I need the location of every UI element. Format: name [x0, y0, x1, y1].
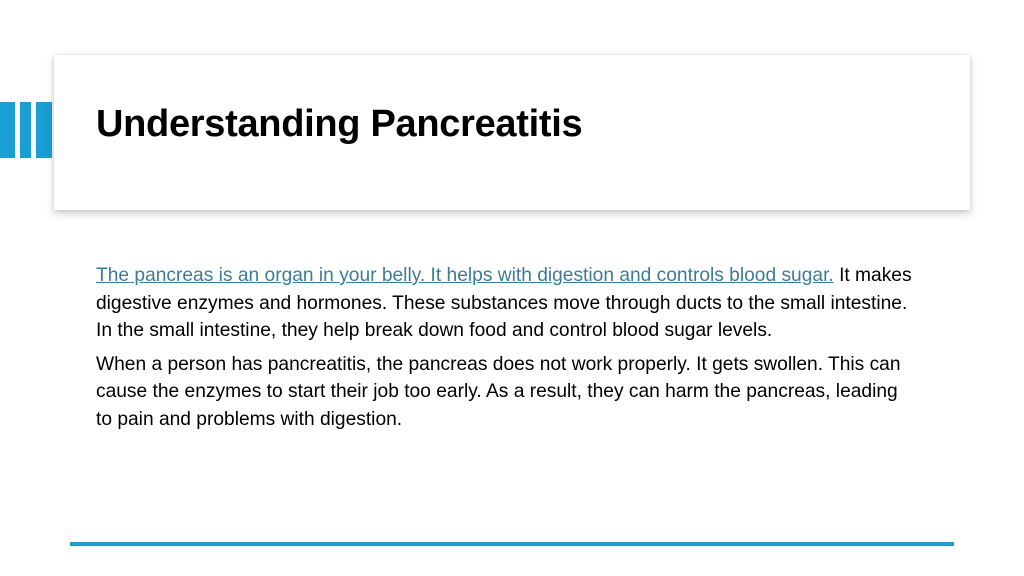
accent-bar-right	[36, 102, 52, 158]
slide-title: Understanding Pancreatitis	[96, 103, 583, 145]
slide-body	[96, 262, 916, 439]
paragraph-pancreas	[96, 262, 916, 345]
title-card	[54, 55, 970, 210]
accent-bar-left	[0, 102, 15, 158]
paragraph-pancreas-text: It makes digestive enzymes and hormones. These substances move through ducts to the small intestine. In the small intestine, they help break down food and control blood sugar levels.	[96, 265, 912, 341]
pancreas-link[interactable]: The pancreas is an organ in your belly. It helps with digestion and controls blood sugar.	[96, 265, 834, 286]
accent-bar-middle	[20, 102, 31, 158]
bottom-divider	[70, 542, 954, 546]
paragraph-pancreatitis: When a person has pancreatitis, the pancreas does not work properly. It gets swollen. This can cause the enzymes to start their job too early. As a result, they can harm the pancreas, leading to pain and problems with digestion.	[96, 353, 901, 430]
